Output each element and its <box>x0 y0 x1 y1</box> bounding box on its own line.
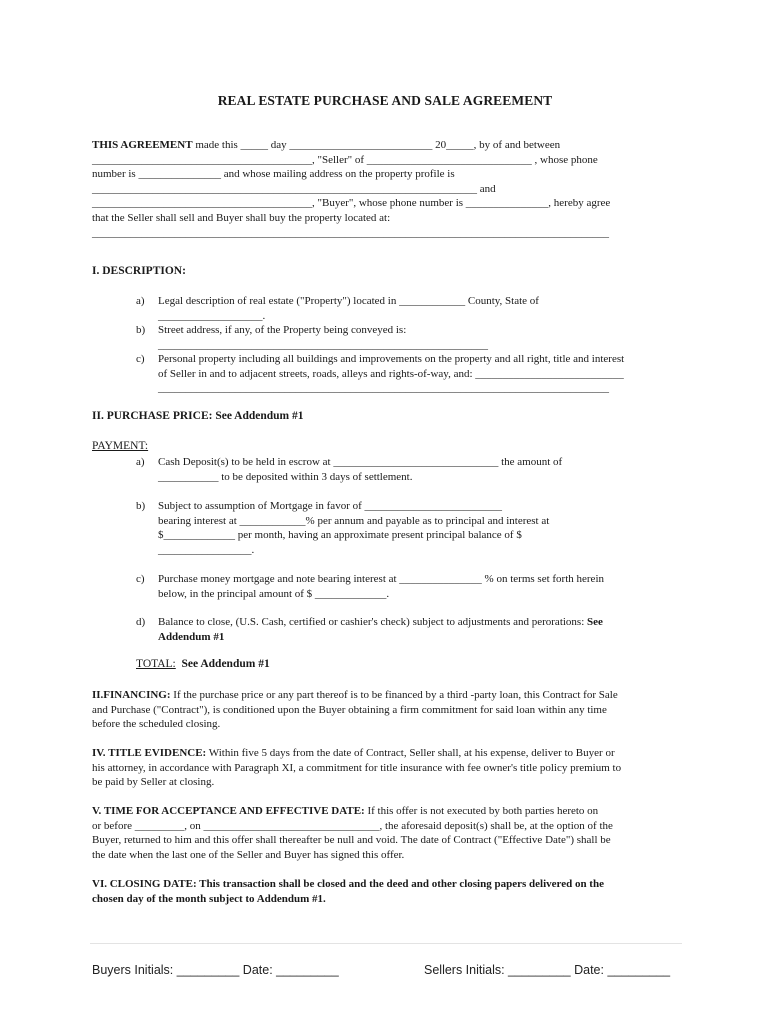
total-line <box>136 658 270 670</box>
item-letter: b) <box>136 324 146 336</box>
intro-line-2: ________________________________________, "Seller" of ______________________________ , whose phone <box>92 153 598 166</box>
total-label: TOTAL: <box>136 658 176 670</box>
financing-paragraph: II.FINANCING: If the purchase price or any part thereof is to be financed by a third -party loan, this Contract for Sale and Purchase ("Contract"), is conditioned upon the Buyer obtaining a firm commitment for said loan within any time before the scheduled closing. <box>92 689 618 731</box>
closing-paragraph: VI. CLOSING DATE: This transaction shall be closed and the deed and other closing papers delivered on the chosen day of the month subject to Addendum #1. <box>92 878 604 905</box>
financing-lead: II.FINANCING: <box>92 689 171 701</box>
sellers-initials-field[interactable]: Sellers Initials: _________ Date: _________ <box>424 963 671 977</box>
acceptance-paragraph: V. TIME FOR ACCEPTANCE AND EFFECTIVE DATE: If this offer is not executed by both parties hereto on or before _________, on ________________________________, the aforesaid deposit(s) shall be, at the option of the Buyer, returned to him and this offer shall thereafter be null and void. The date of Contract ("Effective Date") shall be the date when the last one of the Seller and Buyer has signed this offer. <box>92 805 613 861</box>
intro-lead: THIS AGREEMENT <box>92 139 193 151</box>
intro-line-6: that the Seller shall sell and Buyer shall buy the property located at: <box>92 211 391 224</box>
section-purchase-price-heading: II. PURCHASE PRICE: See Addendum #1 <box>92 410 304 422</box>
title-evidence-paragraph: IV. TITLE EVIDENCE: Within five 5 days from the date of Contract, Seller shall, at his expense, deliver to Buyer or his attorney, in accordance with Paragraph XI, a commitment for title insurance with fee owner's title policy premium to be paid by Seller at closing. <box>92 747 622 789</box>
acceptance-lead: V. TIME FOR ACCEPTANCE AND EFFECTIVE DATE: <box>92 805 365 817</box>
payment-label: PAYMENT: <box>92 440 149 452</box>
document-title: REAL ESTATE PURCHASE AND SALE AGREEMENT <box>217 93 553 108</box>
footer-divider <box>90 943 682 944</box>
title-evidence-lead: IV. TITLE EVIDENCE: <box>92 747 207 759</box>
document-page: REAL ESTATE PURCHASE AND SALE AGREEMENT THIS AGREEMENT made this _____ day __________________________ 20_____, by of and between ________________________________________, "Seller" of ______________________________ , whose phone number is _______________ and whose mailing address on the property profile is ______________________________________________________________________ and ________________________________________, "Buyer", whose phone number is _______________, hereby agree that the Seller shall sell and Buyer shall buy the property located at: ______________________________________________________________________________________________ I. DESCRIPTION: a) Legal description of real estate ("Property") located in ____________ County, State of ___________________. b) Street address, if any, of the Property being conveyed is: ____________________________________________________________ c) Personal property including all buildings and improvements on the property and all right, title and interest of Seller in and to adjacent streets, roads, alleys and rights-of-way, and: ___________________________ __________________________________________________________________________________ II. PURCHASE PRICE: See Addendum #1 PAYMENT: a) Cash Deposit(s) to be held in escrow at ______________________________ the amount of ___________ to be deposited within 3 days of settlement. b) Subject to assumption of Mortgage in favor of _________________________ bearing interest at ____________% per annum and payable as to principal and interest at $_____________ per month, having an approximate present principal balance of $ _________________. c) Purchase money mortgage and note bearing interest at _______________ % on terms set forth herein below, in the principal amount of $ _____________. d) Balance to close, (U.S. Cash, certified or cashier's check) subject to adjustments and perorations: See Addendum #1 TOTAL: See Addendum #1 II.FINANCING: If the purchase price or any part thereof is to be financed by a third -party loan, this Contract for Sale and Purchase ("Contract"), is conditioned upon the Buyer obtaining a firm commitment for said loan within any time before the scheduled closing. IV. TITLE EVIDENCE: Within five 5 days from the date of Contract, Seller shall, at his expense, deliver to Buyer or his attorney, in accordance with Paragraph XI, a commitment for title insurance with fee owner's title policy premium to be paid by Seller at closing. V. TIME FOR ACCEPTANCE AND EFFECTIVE DATE: If this offer is not executed by both parties hereto on or before _________, on ________________________________, the aforesaid deposit(s) shall be, at the option of the Buyer, returned to him and this offer shall thereafter be null and void. The date of Contract ("Effective Date") shall be the date when the last one of the Seller and Buyer has signed this offer. VI. CLOSING DATE: This transaction shall be closed and the deed and other closing papers delivered on the chosen day of the month subject to Addendum #1. Buyers Initials: _________ Date: _________ Sellers Initials: _________ Date: _________ <box>0 0 770 1024</box>
item-letter: c) <box>136 353 145 365</box>
item-letter: b) <box>136 500 146 512</box>
item-letter: c) <box>136 573 145 585</box>
intro-line-7: ______________________________________________________________________________________________ <box>92 226 609 239</box>
item-letter: a) <box>136 295 145 307</box>
intro-paragraph <box>92 138 677 240</box>
intro-line-5: ________________________________________, "Buyer", whose phone number is _______________, hereby agree <box>92 197 611 210</box>
item-letter: d) <box>136 616 146 628</box>
section-description-heading: I. DESCRIPTION: <box>92 265 186 277</box>
total-value: See Addendum #1 <box>181 658 270 670</box>
item-letter: a) <box>136 456 145 468</box>
buyers-initials-field[interactable]: Buyers Initials: _________ Date: _________ <box>92 963 339 977</box>
closing-lead: VI. CLOSING DATE: <box>92 878 197 890</box>
intro-line-3: number is _______________ and whose mailing address on the property profile is <box>92 168 455 181</box>
intro-line-1: THIS AGREEMENT made this _____ day __________________________ 20_____, by of and between <box>92 139 561 151</box>
intro-line-4: ______________________________________________________________________ and <box>92 182 496 195</box>
